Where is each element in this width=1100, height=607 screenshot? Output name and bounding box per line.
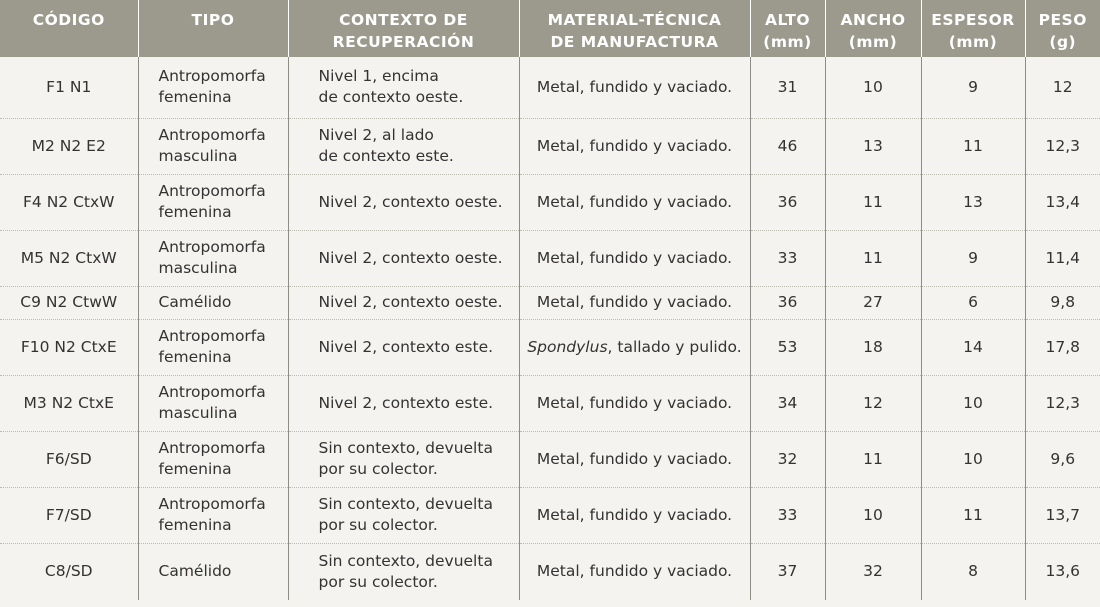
cell-contexto: Sin contexto, devuelta por su colector. [288, 487, 519, 543]
cell-contexto: Sin contexto, devuelta por su colector. [288, 431, 519, 487]
table-row [0, 543, 1100, 600]
header-codigo: CÓDIGO [0, 0, 138, 57]
header-ancho: ANCHO (mm) [825, 0, 921, 57]
cell-espesor: 9 [921, 230, 1025, 286]
cell-codigo: C9 N2 CtwW [0, 286, 138, 319]
cell-peso: 12 [1025, 57, 1100, 118]
cell-alto: 37 [750, 543, 825, 600]
header-alto: ALTO (mm) [750, 0, 825, 57]
cell-ancho: 13 [825, 118, 921, 174]
cell-peso: 9,8 [1025, 286, 1100, 319]
cell-contexto: Nivel 2, contexto oeste. [288, 286, 519, 319]
cell-tipo: Camélido [138, 543, 288, 600]
cell-alto: 36 [750, 286, 825, 319]
cell-peso: 17,8 [1025, 319, 1100, 375]
cell-codigo: F10 N2 CtxE [0, 319, 138, 375]
cell-tipo: Antropomorfa femenina [138, 174, 288, 230]
header-espesor: ESPESOR (mm) [921, 0, 1025, 57]
cell-material: Metal, fundido y vaciado. [519, 118, 750, 174]
table-row [0, 286, 1100, 319]
cell-contexto: Nivel 2, contexto oeste. [288, 230, 519, 286]
cell-alto: 53 [750, 319, 825, 375]
cell-contexto: Sin contexto, devuelta por su colector. [288, 543, 519, 600]
cell-material: Metal, fundido y vaciado. [519, 286, 750, 319]
cell-material: Metal, fundido y vaciado. [519, 487, 750, 543]
cell-ancho: 18 [825, 319, 921, 375]
cell-material: Spondylus, tallado y pulido. [519, 319, 750, 375]
cell-tipo: Antropomorfa femenina [138, 487, 288, 543]
cell-tipo: Antropomorfa femenina [138, 431, 288, 487]
cell-material: Metal, fundido y vaciado. [519, 230, 750, 286]
cell-peso: 12,3 [1025, 375, 1100, 431]
cell-codigo: M2 N2 E2 [0, 118, 138, 174]
cell-material: Metal, fundido y vaciado. [519, 375, 750, 431]
cell-espesor: 11 [921, 487, 1025, 543]
cell-material: Metal, fundido y vaciado. [519, 431, 750, 487]
cell-material: Metal, fundido y vaciado. [519, 543, 750, 600]
cell-ancho: 10 [825, 57, 921, 118]
cell-ancho: 32 [825, 543, 921, 600]
header-contexto: CONTEXTO DE RECUPERACIÓN [288, 0, 519, 57]
table-row [0, 487, 1100, 543]
cell-contexto: Nivel 2, al lado de contexto este. [288, 118, 519, 174]
cell-codigo: F7/SD [0, 487, 138, 543]
header-tipo: TIPO [138, 0, 288, 57]
cell-tipo: Camélido [138, 286, 288, 319]
cell-peso: 12,3 [1025, 118, 1100, 174]
cell-peso: 13,6 [1025, 543, 1100, 600]
cell-contexto: Nivel 2, contexto oeste. [288, 174, 519, 230]
table-row [0, 230, 1100, 286]
cell-contexto: Nivel 2, contexto este. [288, 319, 519, 375]
cell-tipo: Antropomorfa masculina [138, 230, 288, 286]
cell-alto: 34 [750, 375, 825, 431]
cell-alto: 33 [750, 487, 825, 543]
cell-ancho: 27 [825, 286, 921, 319]
table-row [0, 57, 1100, 118]
cell-peso: 13,4 [1025, 174, 1100, 230]
cell-espesor: 8 [921, 543, 1025, 600]
table-row [0, 375, 1100, 431]
cell-tipo: Antropomorfa masculina [138, 118, 288, 174]
cell-material: Metal, fundido y vaciado. [519, 57, 750, 118]
cell-espesor: 14 [921, 319, 1025, 375]
cell-ancho: 12 [825, 375, 921, 431]
cell-alto: 33 [750, 230, 825, 286]
table-row [0, 431, 1100, 487]
cell-ancho: 11 [825, 431, 921, 487]
table-row [0, 319, 1100, 375]
cell-ancho: 11 [825, 174, 921, 230]
cell-ancho: 10 [825, 487, 921, 543]
table-row [0, 174, 1100, 230]
cell-alto: 31 [750, 57, 825, 118]
cell-contexto: Nivel 1, encima de contexto oeste. [288, 57, 519, 118]
cell-espesor: 11 [921, 118, 1025, 174]
cell-alto: 36 [750, 174, 825, 230]
cell-material: Metal, fundido y vaciado. [519, 174, 750, 230]
cell-codigo: M3 N2 CtxE [0, 375, 138, 431]
cell-codigo: C8/SD [0, 543, 138, 600]
cell-espesor: 10 [921, 431, 1025, 487]
cell-tipo: Antropomorfa femenina [138, 319, 288, 375]
header-row [0, 0, 1100, 57]
cell-espesor: 6 [921, 286, 1025, 319]
cell-peso: 11,4 [1025, 230, 1100, 286]
cell-codigo: M5 N2 CtxW [0, 230, 138, 286]
cell-codigo: F6/SD [0, 431, 138, 487]
table-row [0, 118, 1100, 174]
cell-espesor: 10 [921, 375, 1025, 431]
header-material: MATERIAL-TÉCNICA DE MANUFACTURA [519, 0, 750, 57]
cell-codigo: F4 N2 CtxW [0, 174, 138, 230]
cell-codigo: F1 N1 [46, 77, 92, 96]
cell-alto: 32 [750, 431, 825, 487]
cell-ancho: 11 [825, 230, 921, 286]
cell-peso: 9,6 [1025, 431, 1100, 487]
cell-tipo: Antropomorfa masculina [138, 375, 288, 431]
header-peso: PESO (g) [1025, 0, 1100, 57]
cell-peso: 13,7 [1025, 487, 1100, 543]
cell-contexto: Nivel 2, contexto este. [288, 375, 519, 431]
cell-tipo: Antropomorfa femenina [138, 57, 288, 118]
cell-espesor: 9 [921, 57, 1025, 118]
cell-alto: 46 [750, 118, 825, 174]
cell-espesor: 13 [921, 174, 1025, 230]
